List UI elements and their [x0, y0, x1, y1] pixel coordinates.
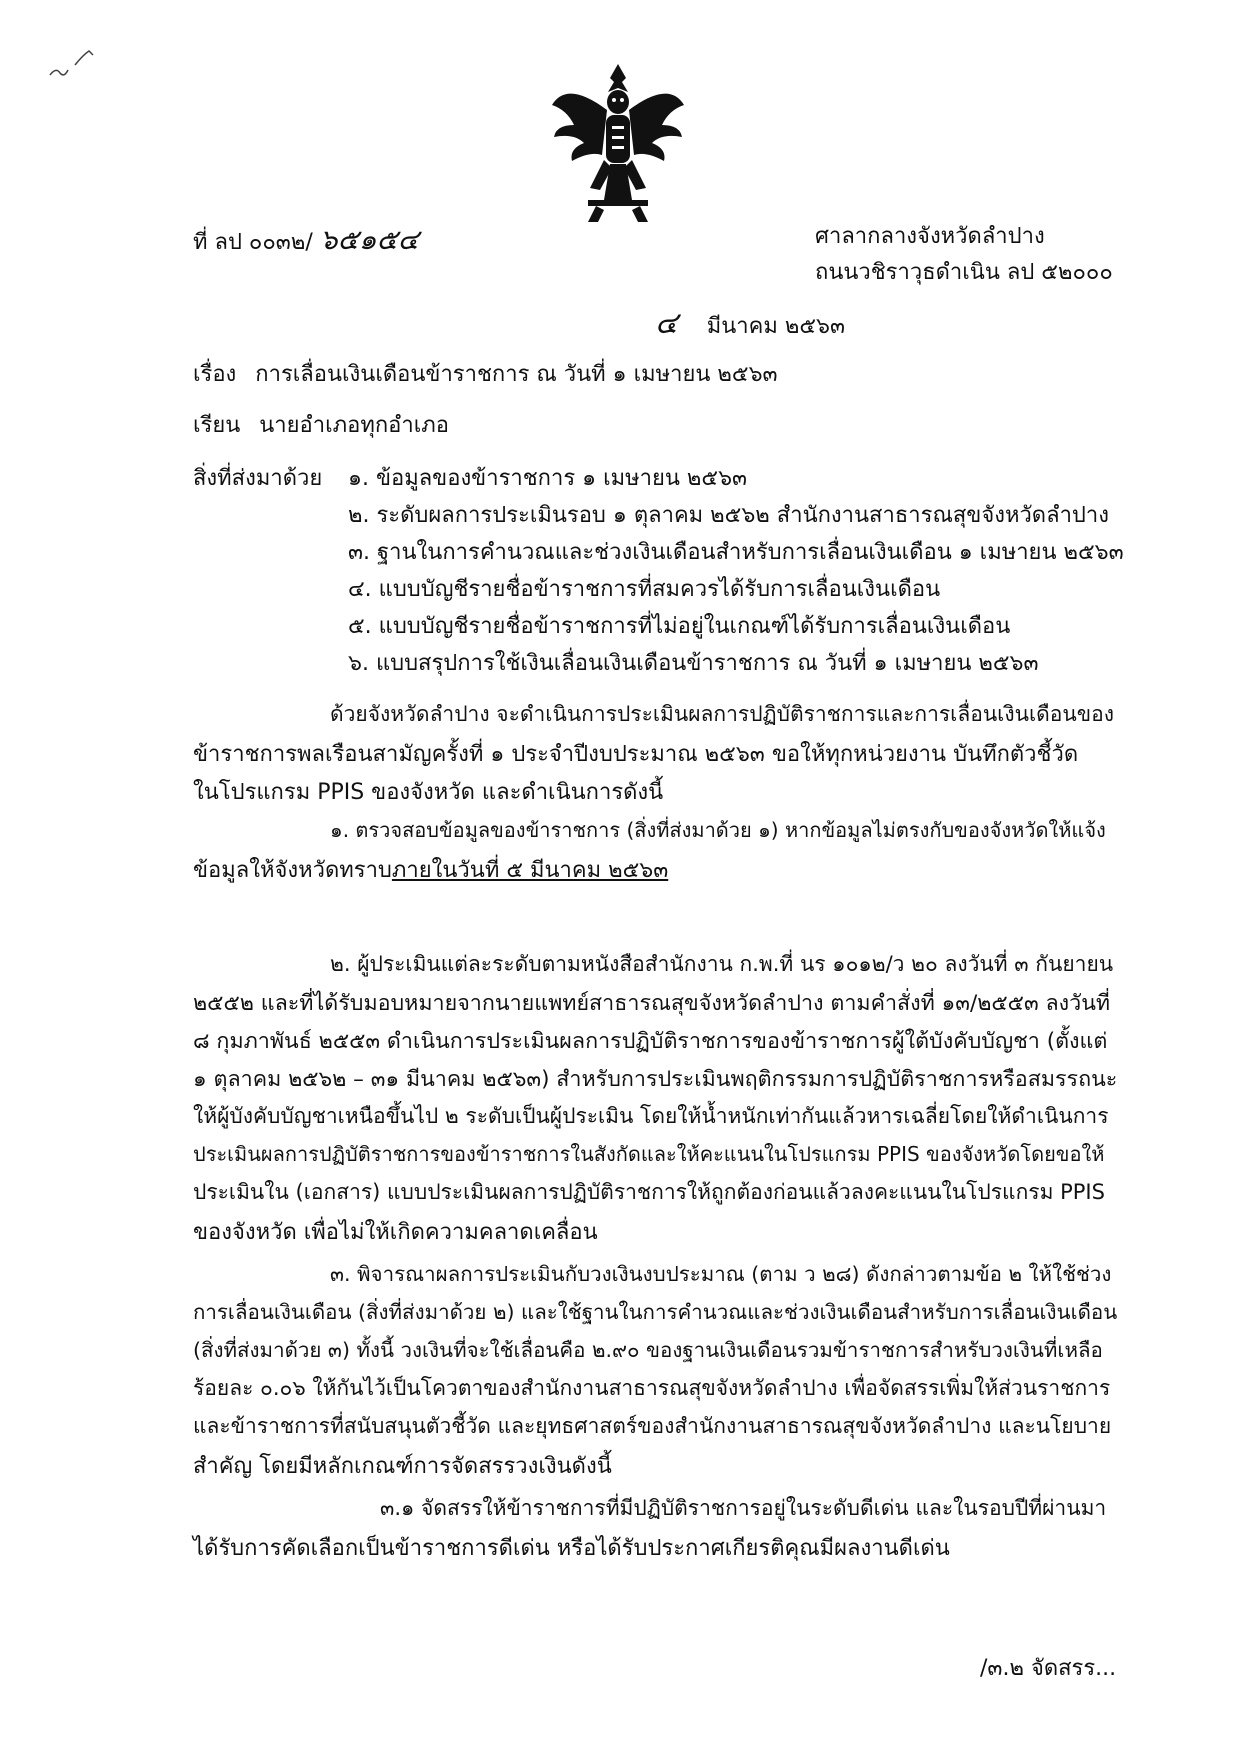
item3-1-line: ได้รับการคัดเลือกเป็นข้าราชการดีเด่น หรือได้รับประกาศเกียรติคุณมีผลงานดีเด่น — [193, 1536, 950, 1561]
salutation-line — [193, 407, 449, 442]
item1-line — [193, 852, 1123, 887]
page-continuation: /๓.๒ จัดสรร... — [980, 1656, 1117, 1681]
office-address: ถนนวชิราวุธดำเนิน ลป ๕๒๐๐๐ — [815, 260, 1113, 285]
item3-1-line: ๓.๑ จัดสรรให้ข้าราชการที่มีปฏิบัติราชการอยู่ในระดับดีเด่น และในรอบปีที่ผ่านมา — [380, 1496, 1107, 1520]
item2-line: ๑ ตุลาคม ๒๕๖๒ – ๓๑ มีนาคม ๒๕๖๓) สำหรับการประเมินพฤติกรรมการปฏิบัติราชการหรือสมรรถนะ — [193, 1067, 1118, 1092]
item2-line: ให้ผู้บังคับบัญชาเหนือขึ้นไป ๒ ระดับเป็นผู้ประเมิน โดยให้น้ำหนักเท่ากันแล้วหารเฉลี่ยโดยให้ดำเนินการ — [193, 1104, 1109, 1128]
item3-line: ร้อยละ ๐.๐๖ ให้กันไว้เป็นโควตาของสำนักงานสาธารณสุขจังหวัดลำปาง เพื่อจัดสรรเพิ่มให้ส่วนราชการ — [193, 1376, 1111, 1400]
date-day-handwritten: ๔ — [655, 306, 678, 341]
item2-line: ประเมินผลการปฏิบัติราชการของข้าราชการในสังกัดและให้คะแนนในโปรแกรม PPIS ของจังหวัดโดยขอให้ — [193, 1142, 1105, 1166]
subject-label: เรื่อง — [193, 362, 237, 387]
item2-line: ประเมินใน (เอกสาร) แบบประเมินผลการปฏิบัติราชการให้ถูกต้องก่อนแล้วลงคะแนนในโปรแกรม PPIS — [193, 1180, 1105, 1204]
item3-line: และข้าราชการที่สนับสนุนตัวชี้วัด และยุทธศาสตร์ของสำนักงานสาธารณสุขจังหวัดลำปาง และนโยบาย — [193, 1414, 1112, 1438]
subject-text: การเลื่อนเงินเดือนข้าราชการ ณ วันที่ ๑ เมษายน ๒๕๖๓ — [255, 362, 778, 387]
item2-line: ๒. ผู้ประเมินแต่ละระดับตามหนังสือสำนักงาน ก.พ.ที่ นร ๑๐๑๒/ว ๒๐ ลงวันที่ ๓ กันยายน — [330, 952, 1114, 976]
letter-date — [655, 300, 845, 347]
enclosure-item: ๖. แบบสรุปการใช้เงินเลื่อนเงินเดือนข้าราชการ ณ วันที่ ๑ เมษายน ๒๕๖๓ — [348, 651, 1039, 676]
enclosures-label: สิ่งที่ส่งมาด้วย — [193, 466, 323, 491]
intro-line: ด้วยจังหวัดลำปาง จะดำเนินการประเมินผลการปฏิบัติราชการและการเลื่อนเงินเดือนของ — [330, 702, 1114, 726]
item2-line: ๒๕๕๒ และที่ได้รับมอบหมายจากนายแพทย์สาธารณสุขจังหวัดลำปาง ตามคำสั่งที่ ๑๓/๒๕๕๓ ลงวันที่ — [193, 991, 1111, 1016]
salutation-text: นายอำเภอทุกอำเภอ — [259, 413, 449, 438]
item1-deadline-underlined: ภายในวันที่ ๕ มีนาคม ๒๕๖๓ — [391, 858, 669, 883]
item1-text: ข้อมูลให้จังหวัดทราบ — [193, 858, 392, 883]
item3-line: การเลื่อนเงินเดือน (สิ่งที่ส่งมาด้วย ๒) และใช้ฐานในการคำนวณและช่วงเงินเดือนสำหรับการเลื่อนเงินเดือน — [193, 1300, 1118, 1324]
margin-scribble-mark — [45, 45, 105, 85]
item3-line: ๓. พิจารณาผลการประเมินกับวงเงินงบประมาณ (ตาม ว ๒๘) ดังกล่าวตามข้อ ๒ ให้ใช้ช่วง — [330, 1262, 1112, 1286]
reference-prefix: ที่ ลป ๐๐๓๒/ — [193, 230, 313, 255]
garuda-emblem-icon — [548, 60, 688, 225]
enclosure-item: ๒. ระดับผลการประเมินรอบ ๑ ตุลาคม ๒๕๖๒ สำนักงานสาธารณสุขจังหวัดลำปาง — [348, 503, 1109, 528]
enclosure-item: ๑. ข้อมูลของข้าราชการ ๑ เมษายน ๒๕๖๓ — [348, 466, 748, 491]
item2-line: ของจังหวัด เพื่อไม่ให้เกิดความคลาดเคลื่อน — [193, 1220, 598, 1245]
enclosure-item: ๓. ฐานในการคำนวณและช่วงเงินเดือนสำหรับการเลื่อนเงินเดือน ๑ เมษายน ๒๕๖๓ — [348, 540, 1124, 565]
date-month-year: มีนาคม ๒๕๖๓ — [706, 314, 845, 339]
office-name: ศาลากลางจังหวัดลำปาง — [815, 224, 1045, 249]
intro-line: ในโปรแกรม PPIS ของจังหวัด และดำเนินการดังนี้ — [193, 780, 664, 805]
item3-line: (สิ่งที่ส่งมาด้วย ๓) ทั้งนี้ วงเงินที่จะใช้เลื่อนคือ ๒.๙๐ ของฐานเงินเดือนรวมข้าราชการสำหรับวงเงินที่เหลือ — [193, 1338, 1103, 1362]
enclosure-item: ๕. แบบบัญชีรายชื่อข้าราชการที่ไม่อยู่ในเกณฑ์ได้รับการเลื่อนเงินเดือน — [348, 614, 1011, 639]
subject-line — [193, 356, 778, 391]
reference-line — [193, 218, 419, 262]
item1-line: ๑. ตรวจสอบข้อมูลของข้าราชการ (สิ่งที่ส่งมาด้วย ๑) หากข้อมูลไม่ตรงกับของจังหวัดให้แจ้ง — [330, 818, 1106, 842]
intro-line: ข้าราชการพลเรือนสามัญครั้งที่ ๑ ประจำปีงบประมาณ ๒๕๖๓ ขอให้ทุกหน่วยงาน บันทึกตัวชี้วัด — [193, 742, 1079, 767]
enclosure-item: ๔. แบบบัญชีรายชื่อข้าราชการที่สมควรได้รับการเลื่อนเงินเดือน — [348, 577, 941, 602]
item2-line: ๘ กุมภาพันธ์ ๒๕๕๓ ดำเนินการประเมินผลการปฏิบัติราชการของข้าราชการผู้ใต้บังคับบัญชา (ตั้งแต่ — [193, 1029, 1108, 1054]
salutation-label: เรียน — [193, 413, 241, 438]
item3-line: สำคัญ โดยมีหลักเกณฑ์การจัดสรรวงเงินดังนี้ — [193, 1454, 612, 1479]
reference-number-handwritten: ๖๕๑๕๔ — [319, 223, 419, 256]
